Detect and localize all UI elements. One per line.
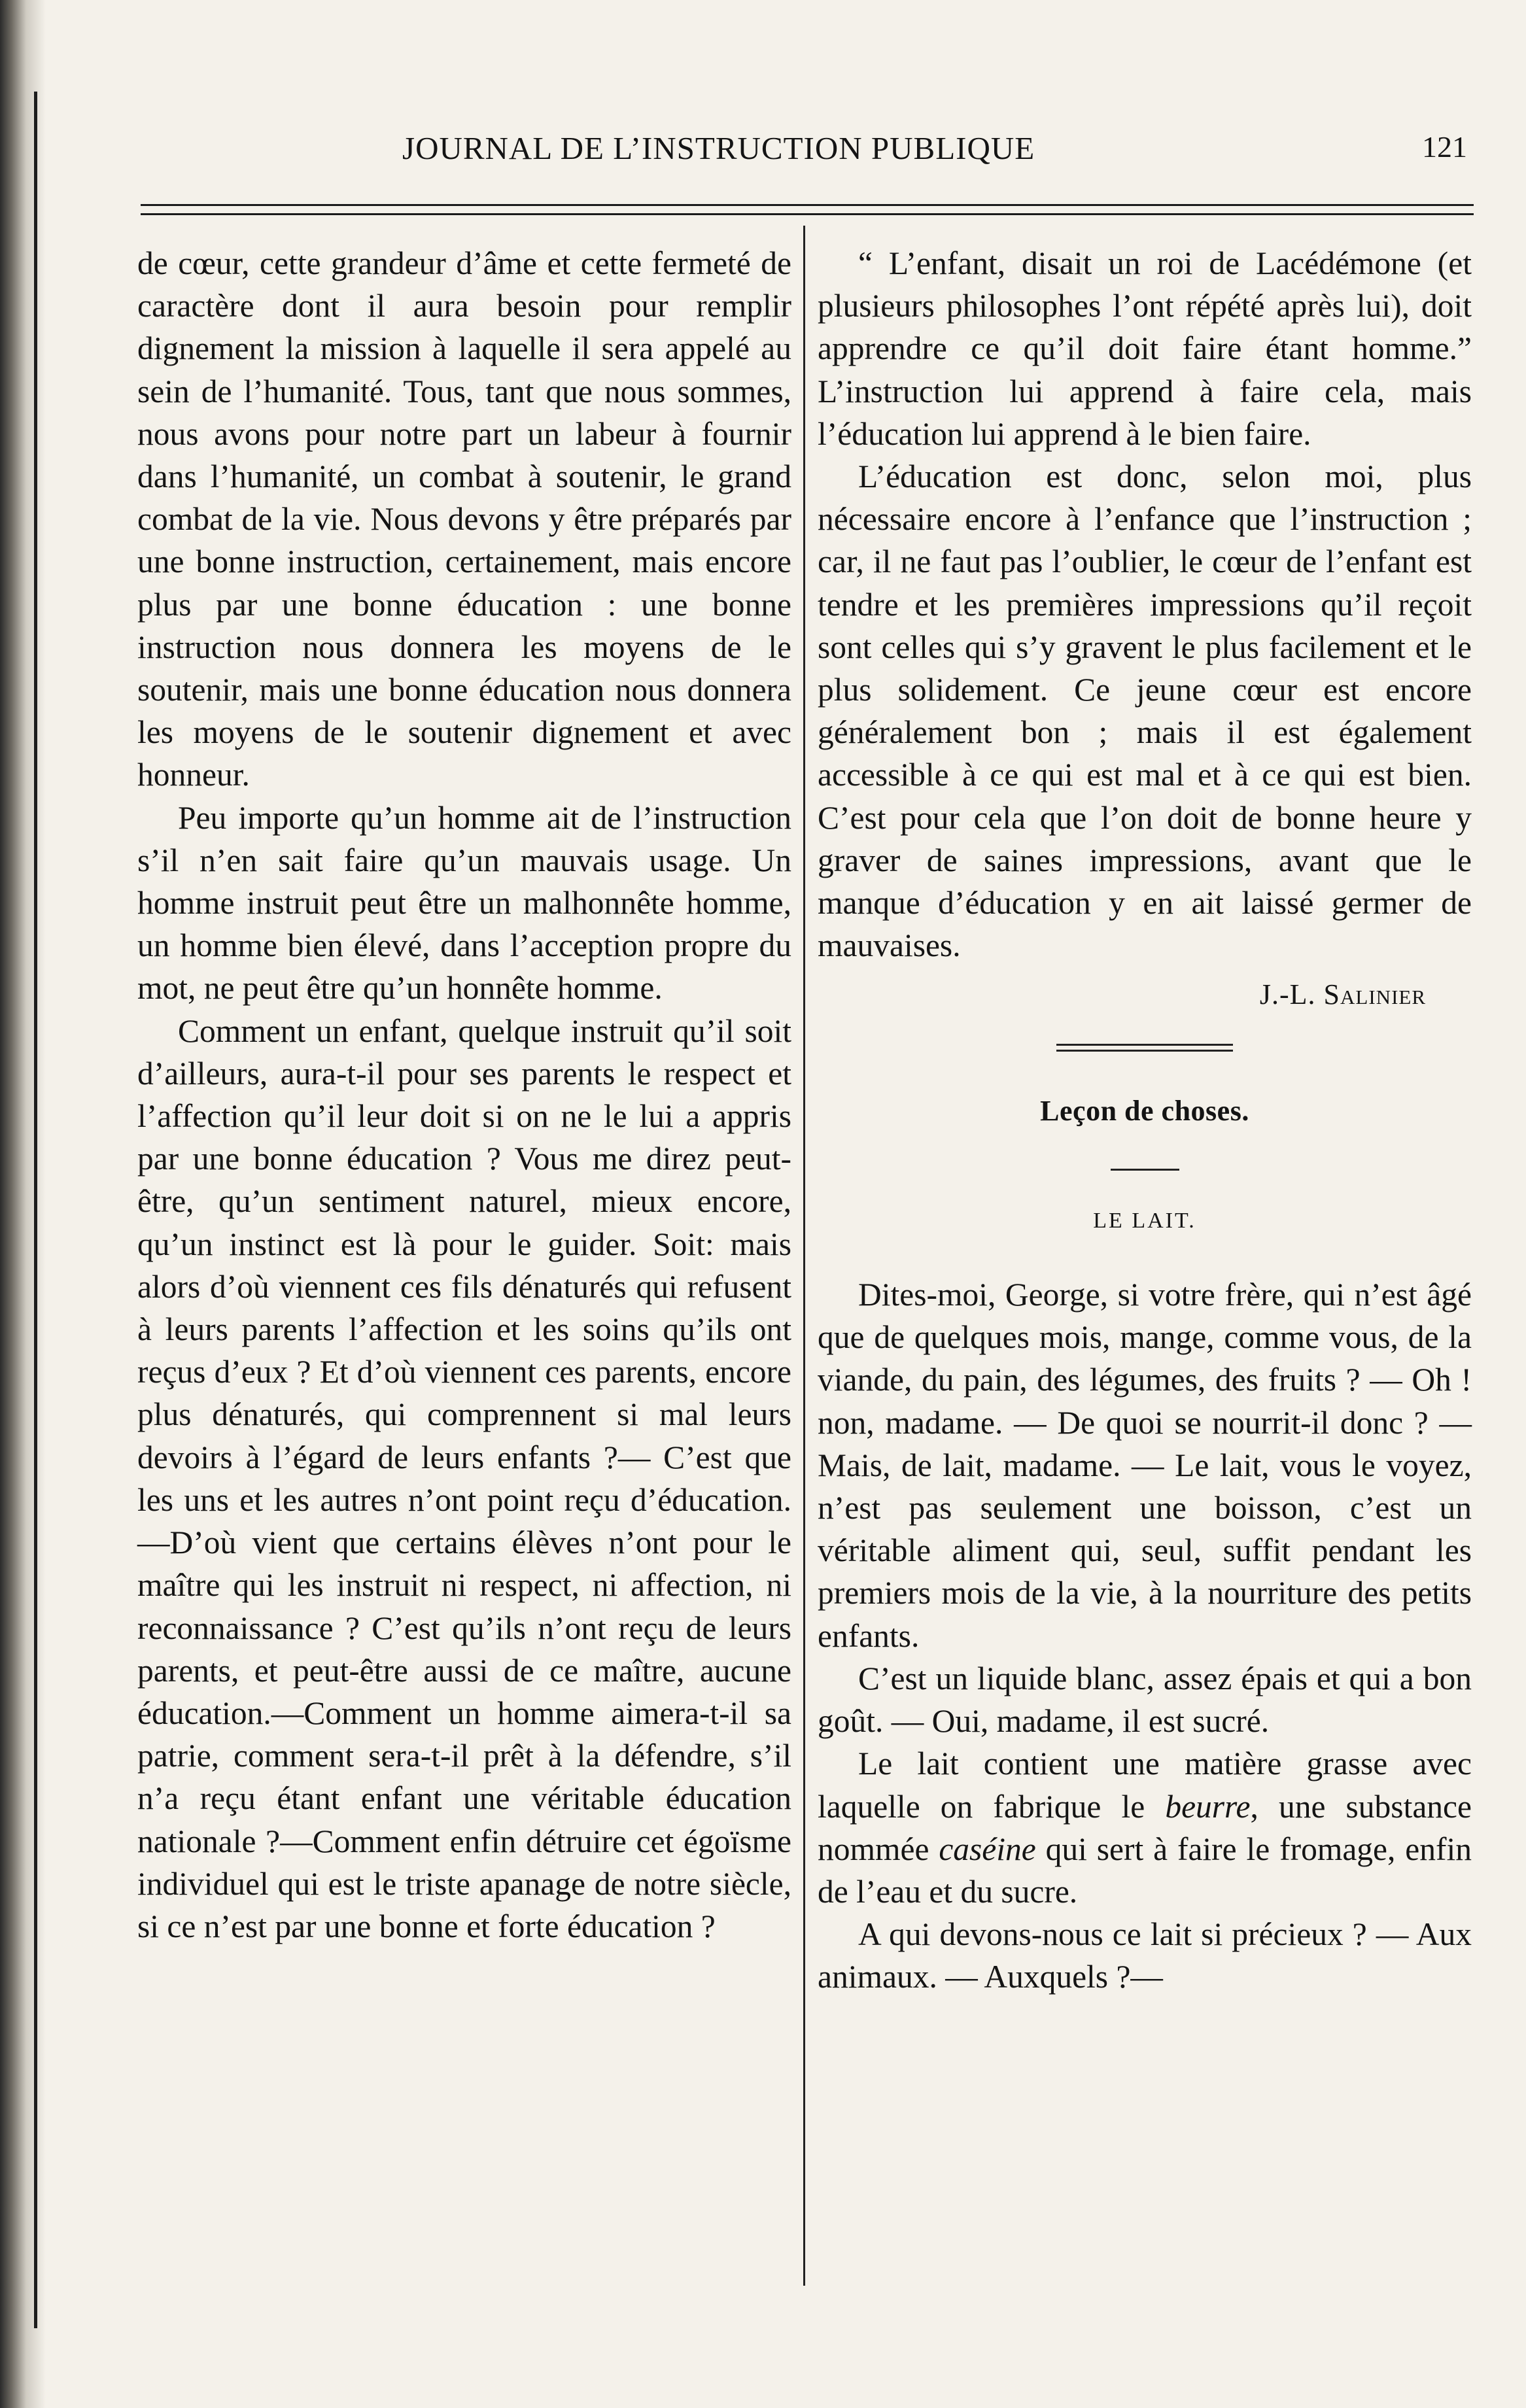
page-number: 121 [1422,130,1467,163]
butter-text-between: , une substance nommée [818,1788,1472,1867]
right-paragraph-2: L’éducation est donc, selon moi, plus nécessaire encore à l’enfance que l’instruction ; car, il ne faut pas l’oublier, le cœur de l’enfant est tendre et les premières impressions qu’il reçoit sont celles qui s’y gravent le plus facilement et le plus solidement. Ce jeune cœur est encore généralement bon ; mais il est également accessible à ce qui est mal et à ce qui est bien. C’est pour cela que l’on doit de bonne heure y graver de saines impressions, avant que le manque d’éducation y en ait laissé germer de mauvaises. [818,458,1472,964]
running-head [141,129,1467,188]
right-paragraph-1: “ L’enfant, disait un roi de Lacédémone (et plusieurs philosophes l’ont répété après lui), doit apprendre ce qu’il doit faire étant homme.” L’instruction lui apprend à faire cela, mais l’éducation lui apprend à le bien faire. [818,245,1472,452]
lesson-paragraph-4: A qui devons-nous ce lait si précieux ? — Aux animaux. — Auxquels ?— [818,1916,1472,1995]
lesson-paragraph-1: Dites-moi, George, si votre frère, qui n’est âgé que de quelques mois, mange, comme vous, de la viande, du pain, des légumes, des fruits ? — Oh ! non, madame. — De quoi se nourrit-il donc ? —Mais, de lait, madame. — Le lait, vous le voyez, n’est pas seulement une boisson, c’est un véritable aliment qui, seul, suffit pendant les premiers mois de la vie, à la nourriture des petits enfants. [818,1277,1472,1654]
lesson-paragraph-3 [818,1742,1472,1913]
binding-edge [0,0,46,2408]
butter-term: beurre [1165,1788,1251,1825]
left-column [137,242,791,1948]
header-rule [141,204,1474,215]
lesson-subheading: LE LAIT. [1093,1208,1196,1233]
section-title: Leçon de choses. [1040,1094,1249,1127]
binding-line [34,92,37,2328]
casein-term: caséine [939,1831,1036,1867]
butter-text-before: Le lait contient une matière grasse avec laquelle on fabrique le [818,1746,1472,1825]
butter-text-after: qui sert à faire le fromage, enfin de l’eau et du sucre. [818,1831,1472,1910]
left-paragraph-2: Peu importe qu’un homme ait de l’instruction s’il n’en sait faire qu’un mauvais usage. Un homme instruit peut être un malhonnête homme, un homme bien élevé, dans l’acception propre du mot, ne peut être qu’un honnête homme. [137,799,791,1006]
journal-title: JOURNAL DE L’INSTRUCTION PUBLIQUE [402,130,1035,166]
title-rule [1111,1169,1179,1171]
author-signature: J.-L. Salinier [1259,978,1426,1011]
lesson-paragraph-2: C’est un liquide blanc, assez épais et qui a bon goût. — Oui, madame, il est sucré. [818,1660,1472,1740]
right-column [818,242,1472,1999]
section-divider [1056,1044,1233,1052]
left-paragraph-3: Comment un enfant, quelque instruit qu’il soit d’ailleurs, aura-t-il pour ses parents le respect et l’affection qu’il leur doit si on ne le lui a appris par une bonne éducation ? Vous me direz peut-être, qu’un sentiment naturel, mieux encore, qu’un instinct est là pour le guider. Soit: mais alors d’où viennent ces fils dénaturés qui refusent à leurs parents l’affection et les soins qu’ils ont reçus d’eux ? Et d’où viennent ces parents, encore plus dénaturés, qui comprennent si mal leurs devoirs à l’égard de leurs enfants ?— C’est que les uns et les autres n’ont point reçu d’éducation.—D’où vient que certains élèves n’ont pour le maître qui les instruit ni respect, ni affection, ni reconnaissance ? C’est qu’ils n’ont reçu de leurs parents, et peut-être aussi de ce maître, aucune éducation.—Comment un homme aimera-t-il sa patrie, comment sera-t-il prêt à la défendre, s’il n’a reçu étant enfant une véritable éducation nationale ?—Comment enfin détruire cet égoïsme individuel qui est le triste apanage de notre siècle, si ce n’est par une bonne et forte éducation ? [137,1012,791,1944]
left-paragraph-1: de cœur, cette grandeur d’âme et cette fermeté de caractère dont il aura besoin pour remplir dignement la mission à laquelle il sera appelé au sein de l’humanité. Tous, tant que nous sommes, nous avons pour notre part un labeur à fournir dans l’humanité, un combat à soutenir, le grand combat de la vie. Nous devons y être préparés par une bonne instruction, certainement, mais encore plus par une bonne éducation : une bonne instruction nous donnera les moyens de le soutenir, mais une bonne éducation nous donnera les moyens de le soutenir dignement et avec honneur. [137,245,791,793]
column-divider [803,226,805,2286]
